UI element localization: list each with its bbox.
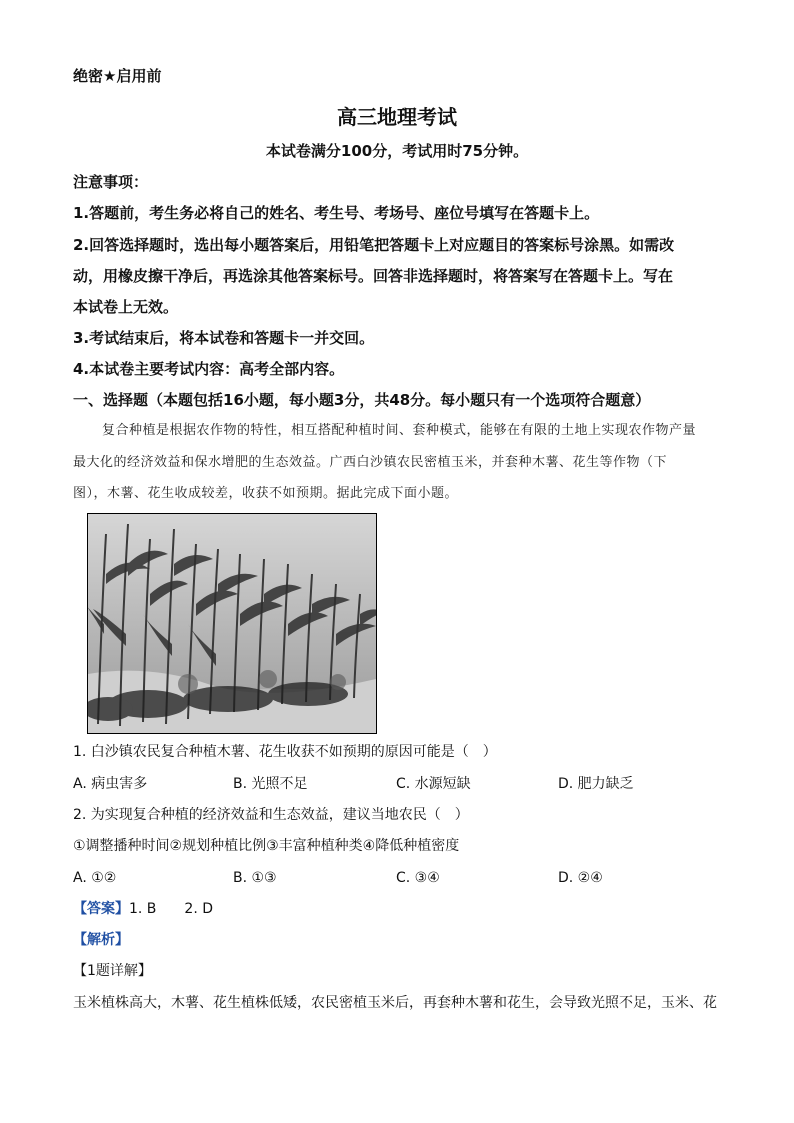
secret-label: 绝密★启用前 (73, 67, 162, 85)
question-2-option-b[interactable]: B. ①③ (233, 870, 277, 886)
question-2-choices: ①调整播种时间②规划种植比例③丰富种植种类④降低种植密度 (73, 838, 460, 854)
question-2-option-c[interactable]: C. ③④ (396, 870, 440, 886)
notes-heading: 注意事项： (73, 173, 149, 191)
section-heading: 一、选择题（本题包括16小题，每小题3分，共48分。每小题只有一个选项符合题意） (73, 391, 651, 409)
question-1-option-a[interactable]: A. 病虫害多 (73, 776, 148, 792)
page-subtitle: 本试卷满分100分，考试用时75分钟。 (265, 142, 529, 160)
passage-line-2: 最大化的经济效益和保水增肥的生态效益。广西白沙镇农民密植玉米，并套种木薯、花生等作物（下 (73, 455, 668, 470)
question-2-stem: 2. 为实现复合种植的经济效益和生态效益，建议当地农民（ ） (73, 807, 469, 823)
passage-line-3: 图），木薯、花生收成较差，收获不如预期。据此完成下面小题。 (73, 486, 459, 501)
analysis-detail-text: 玉米植株高大，木薯、花生植株低矮，农民密植玉米后，再套种木薯和花生，会导致光照不足，玉米、花 (73, 995, 717, 1011)
question-2-option-a[interactable]: A. ①② (73, 870, 117, 886)
question-1-option-d[interactable]: D. 肥力缺乏 (558, 776, 634, 792)
answer-label: 【答案】 (73, 901, 129, 917)
note-item-3: 3.考试结束后，将本试卷和答题卡一并交回。 (73, 329, 375, 347)
note-item-2-line-3: 本试卷上无效。 (73, 298, 179, 316)
analysis-label: 【解析】 (73, 932, 129, 948)
question-1-option-c[interactable]: C. 水源短缺 (396, 776, 471, 792)
question-1-stem: 1. 白沙镇农民复合种植木薯、花生收获不如预期的原因可能是（ ） (73, 744, 497, 760)
analysis-detail-label: 【1题详解】 (73, 963, 152, 979)
page-title: 高三地理考试 (337, 105, 457, 129)
passage-line-1: 复合种植是根据农作物的特性，相互搭配种植时间、套种模式，能够在有限的土地上实现农作物产量 (102, 423, 697, 438)
answer-row (73, 899, 213, 919)
answer-value: 1. B 2. D (129, 901, 213, 917)
note-item-2-line-1: 2.回答选择题时，选出每小题答案后，用铅笔把答题卡上对应题目的答案标号涂黑。如需改 (73, 236, 675, 254)
question-2-option-d[interactable]: D. ②④ (558, 870, 603, 886)
note-item-4: 4.本试卷主要考试内容：高考全部内容。 (73, 360, 345, 378)
cornfield-photo (87, 513, 377, 734)
question-1-option-b[interactable]: B. 光照不足 (233, 776, 308, 792)
note-item-1: 1.答题前，考生务必将自己的姓名、考生号、考场号、座位号填写在答题卡上。 (73, 204, 600, 222)
note-item-2-line-2: 动，用橡皮擦干净后，再选涂其他答案标号。回答非选择题时，将答案写在答题卡上。写在 (73, 267, 674, 285)
